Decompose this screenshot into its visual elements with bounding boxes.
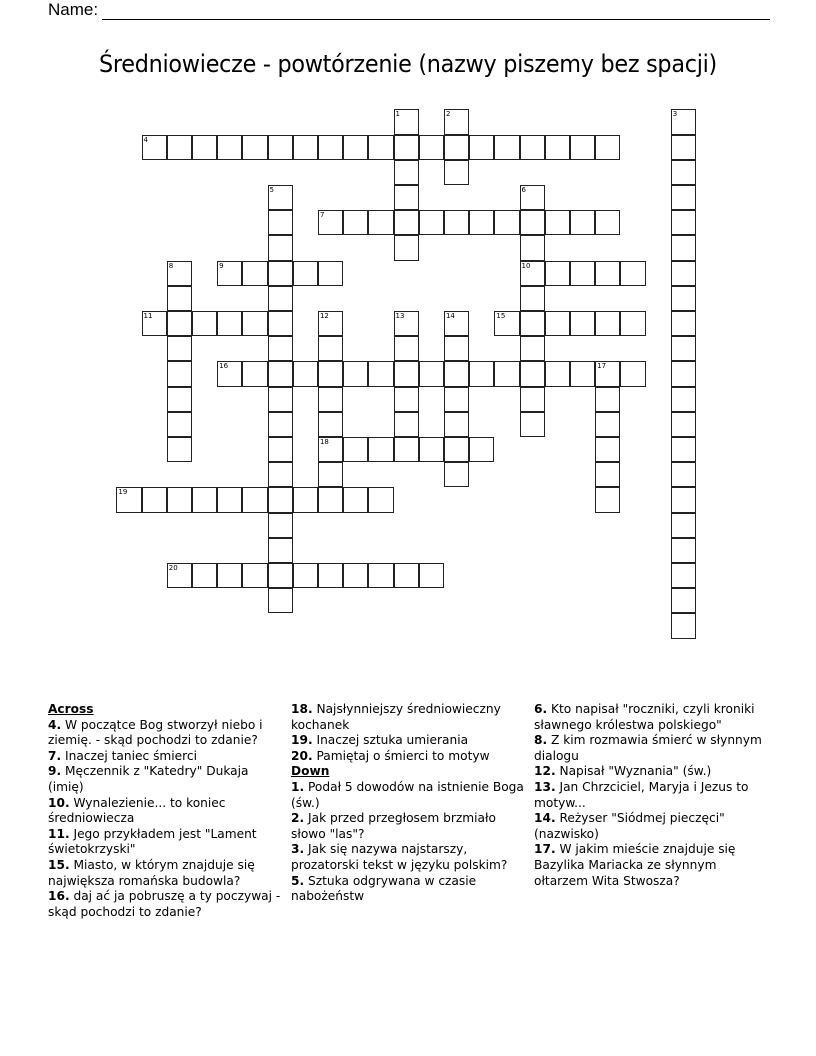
grid-cell[interactable] [142,487,167,512]
clue-across-19: 19. Inaczej sztuka umierania [291,733,469,748]
grid-cell[interactable] [268,210,293,235]
grid-cell[interactable] [268,513,293,538]
grid-cell[interactable] [217,261,242,286]
grid-cell[interactable] [520,210,545,235]
grid-cell[interactable] [520,336,545,361]
grid-cell[interactable] [268,387,293,412]
grid-cell[interactable] [268,462,293,487]
grid-cell[interactable] [419,563,444,588]
clue-number: 2 [445,110,451,119]
clue-number: 4 [143,135,149,144]
clue-down-5: 5. Sztuka odgrywana w czasie nabożeństw [291,873,477,904]
grid-cell[interactable] [394,135,419,160]
grid-cell[interactable] [142,135,167,160]
grid-cell[interactable] [520,361,545,386]
grid-cell[interactable] [671,563,696,588]
grid-cell[interactable] [494,361,519,386]
crossword-grid [117,110,717,650]
grid-cell[interactable] [595,311,620,336]
grid-cell[interactable] [520,235,545,260]
grid-cell[interactable] [494,311,519,336]
grid-cell[interactable] [394,311,419,336]
name-underline[interactable] [102,4,770,20]
grid-cell[interactable] [268,563,293,588]
grid-cell[interactable] [318,462,343,487]
grid-cell[interactable] [444,210,469,235]
clue-number: 12 [319,311,329,320]
grid-cell[interactable] [217,311,242,336]
grid-cell[interactable] [520,286,545,311]
grid-cell[interactable] [242,311,267,336]
clue-number: 15 [496,311,506,320]
grid-cell[interactable] [595,210,620,235]
grid-cell[interactable] [268,412,293,437]
grid-cell[interactable] [217,135,242,160]
clue-number: 6 [521,185,527,194]
grid-cell[interactable] [242,563,267,588]
page-title: Średniowiecze - powtórzenie (nazwy piszemy bez spacji) [98,50,717,78]
grid-cell[interactable] [520,185,545,210]
grid-cell[interactable] [394,387,419,412]
grid-cell[interactable] [444,412,469,437]
grid-cell[interactable] [444,311,469,336]
grid-cell[interactable] [520,261,545,286]
grid-cell[interactable] [217,487,242,512]
grid-cell[interactable] [520,412,545,437]
grid-cell[interactable] [293,487,318,512]
clue-across-18: 18. Najsłynniejszy średniowieczny kochanek [291,702,501,732]
grid-cell[interactable] [394,109,419,134]
grid-cell[interactable] [192,135,217,160]
grid-cell[interactable] [368,563,393,588]
clue-number: 13 [395,311,405,320]
grid-cell[interactable] [444,336,469,361]
clue-across-7: 7. Inaczej taniec śmierci [48,748,198,763]
clue-number: 3 [672,110,678,119]
clues-column-2 [291,702,531,905]
grid-cell[interactable] [671,235,696,260]
grid-cell[interactable] [368,361,393,386]
clue-number: 18 [319,437,329,446]
grid-cell[interactable] [318,412,343,437]
grid-cell[interactable] [343,563,368,588]
grid-cell[interactable] [167,412,192,437]
grid-cell[interactable] [318,387,343,412]
grid-cell[interactable] [595,437,620,462]
grid-cell[interactable] [671,387,696,412]
clue-across-11: 11. Jego przykładem jest "Lament świetokrzyski" [48,826,257,857]
grid-cell[interactable] [394,235,419,260]
across-heading: Across [48,702,94,716]
grid-cell[interactable] [545,261,570,286]
grid-cell[interactable] [595,487,620,512]
grid-cell[interactable] [167,135,192,160]
grid-cell[interactable] [318,311,343,336]
clue-number: 17 [597,362,607,371]
grid-cell[interactable] [545,210,570,235]
name-field [48,0,770,20]
grid-cell[interactable] [217,563,242,588]
grid-cell[interactable] [671,261,696,286]
clue-down-3: 3. Jak się nazywa najstarszy, prozatorski tekst w języku polskim? [291,842,508,872]
grid-cell[interactable] [444,160,469,185]
grid-cell[interactable] [217,361,242,386]
grid-cell[interactable] [394,160,419,185]
grid-cell[interactable] [368,210,393,235]
clue-number: 9 [219,261,224,270]
clue-down-13: 13. Jan Chrzciciel, Maryja i Jezus to motyw... [534,779,749,810]
grid-cell[interactable] [444,135,469,160]
grid-cell[interactable] [419,210,444,235]
grid-cell[interactable] [242,487,267,512]
grid-cell[interactable] [520,311,545,336]
clue-number: 7 [319,211,325,220]
grid-cell[interactable] [671,109,696,134]
grid-cell[interactable] [671,613,696,638]
grid-cell[interactable] [595,462,620,487]
clue-number: 1 [395,110,401,119]
grid-cell[interactable] [671,412,696,437]
clue-across-15: 15. Miasto, w którym znajduje się największa romańska budowla? [48,857,255,888]
grid-cell[interactable] [444,462,469,487]
grid-cell[interactable] [268,261,293,286]
grid-cell[interactable] [419,437,444,462]
grid-cell[interactable] [293,563,318,588]
grid-cell[interactable] [167,311,192,336]
grid-cell[interactable] [494,135,519,160]
grid-cell[interactable] [620,311,645,336]
clue-down-12: 12. Napisał "Wyznania" (św.) [534,764,712,779]
grid-cell[interactable] [545,361,570,386]
grid-cell[interactable] [671,513,696,538]
grid-cell[interactable] [242,361,267,386]
grid-cell[interactable] [268,538,293,563]
grid-cell[interactable] [268,185,293,210]
grid-cell[interactable] [671,135,696,160]
grid-cell[interactable] [595,412,620,437]
grid-cell[interactable] [318,336,343,361]
grid-cell[interactable] [494,210,519,235]
grid-cell[interactable] [444,109,469,134]
grid-cell[interactable] [671,286,696,311]
grid-cell[interactable] [192,487,217,512]
grid-cell[interactable] [595,135,620,160]
grid-cell[interactable] [394,412,419,437]
grid-cell[interactable] [595,261,620,286]
grid-cell[interactable] [469,210,494,235]
grid-cell[interactable] [116,487,141,512]
grid-cell[interactable] [167,361,192,386]
grid-cell[interactable] [318,210,343,235]
grid-cell[interactable] [318,437,343,462]
grid-cell[interactable] [318,563,343,588]
grid-cell[interactable] [671,185,696,210]
grid-cell[interactable] [444,437,469,462]
down-heading: Down [291,764,330,779]
grid-cell[interactable] [671,210,696,235]
grid-cell[interactable] [520,135,545,160]
grid-cell[interactable] [469,361,494,386]
grid-cell[interactable] [293,135,318,160]
grid-cell[interactable] [242,135,267,160]
grid-cell[interactable] [570,135,595,160]
grid-cell[interactable] [595,361,620,386]
clue-number: 16 [219,362,229,371]
grid-cell[interactable] [671,311,696,336]
grid-cell[interactable] [268,235,293,260]
clue-across-4: 4. W początce Bog stworzył niebo i ziemię. - skąd pochodzi to zdanie? [48,717,263,748]
clue-down-14: 14. Reżyser "Siódmej pieczęci" (nazwisko) [534,811,725,841]
clue-number: 14 [445,311,455,320]
grid-cell[interactable] [268,437,293,462]
grid-cell[interactable] [394,185,419,210]
clue-across-16: 16. daj ać ja pobruszę a ty poczywaj - skąd pochodzi to zdanie? [48,889,281,919]
grid-cell[interactable] [318,361,343,386]
grid-cell[interactable] [167,286,192,311]
grid-cell[interactable] [192,563,217,588]
grid-cell[interactable] [368,437,393,462]
grid-cell[interactable] [570,311,595,336]
grid-cell[interactable] [620,361,645,386]
grid-cell[interactable] [545,311,570,336]
clue-number: 5 [269,185,275,194]
grid-cell[interactable] [394,210,419,235]
grid-cell[interactable] [343,361,368,386]
clue-across-9: 9. Męczennik z "Katedry" Dukaja (imię) [48,764,249,794]
grid-cell[interactable] [671,487,696,512]
grid-cell[interactable] [545,135,570,160]
grid-cell[interactable] [192,311,217,336]
grid-cell[interactable] [368,135,393,160]
grid-cell[interactable] [343,487,368,512]
grid-cell[interactable] [268,286,293,311]
grid-cell[interactable] [419,361,444,386]
grid-cell[interactable] [469,135,494,160]
grid-cell[interactable] [394,336,419,361]
name-label: Name: [48,0,99,19]
grid-cell[interactable] [671,160,696,185]
grid-cell[interactable] [570,210,595,235]
grid-cell[interactable] [167,437,192,462]
grid-cell[interactable] [671,336,696,361]
grid-cell[interactable] [394,563,419,588]
clue-down-8: 8. Z kim rozmawia śmierć w słynnym dialogu [534,733,762,763]
grid-cell[interactable] [444,387,469,412]
grid-cell[interactable] [570,361,595,386]
grid-cell[interactable] [268,135,293,160]
grid-cell[interactable] [268,311,293,336]
grid-cell[interactable] [620,261,645,286]
grid-cell[interactable] [343,210,368,235]
clue-down-2: 2. Jak przed przegłosem brzmiało słowo "las"? [291,811,496,841]
grid-cell[interactable] [268,336,293,361]
grid-cell[interactable] [293,261,318,286]
grid-cell[interactable] [368,487,393,512]
clues-column-1 [48,702,288,920]
clue-down-17: 17. W jakim mieście znajduje się Bazylika Mariacka ze słynnym ołtarzem Wita Stwosza? [534,842,736,888]
grid-cell[interactable] [343,437,368,462]
grid-cell[interactable] [142,311,167,336]
grid-cell[interactable] [318,261,343,286]
grid-cell[interactable] [167,487,192,512]
clues-column-3 [534,702,774,889]
clue-down-6: 6. Kto napisał "roczniki, czyli kroniki sławnego królestwa polskiego" [534,702,755,732]
grid-cell[interactable] [318,487,343,512]
clue-number: 19 [118,488,128,497]
grid-cell[interactable] [167,387,192,412]
clue-down-1: 1. Podał 5 dowodów na istnienie Boga (św.) [291,779,524,810]
grid-cell[interactable] [671,437,696,462]
grid-cell[interactable] [444,361,469,386]
grid-cell[interactable] [671,361,696,386]
clue-across-20: 20. Pamiętaj o śmierci to motyw [291,748,490,763]
clue-number: 11 [143,311,153,320]
clue-number: 8 [168,261,174,270]
grid-cell[interactable] [167,563,192,588]
grid-cell[interactable] [419,135,444,160]
clue-number: 20 [168,563,178,572]
grid-cell[interactable] [595,387,620,412]
grid-cell[interactable] [671,462,696,487]
grid-cell[interactable] [570,261,595,286]
grid-cell[interactable] [520,387,545,412]
grid-cell[interactable] [394,361,419,386]
grid-cell[interactable] [394,437,419,462]
clue-across-10: 10. Wynalezienie... to koniec średniowiecza [48,795,226,826]
clue-number: 10 [521,261,531,270]
grid-cell[interactable] [268,588,293,613]
grid-cell[interactable] [242,261,267,286]
grid-cell[interactable] [671,588,696,613]
grid-cell[interactable] [318,135,343,160]
grid-cell[interactable] [671,538,696,563]
grid-cell[interactable] [343,135,368,160]
grid-cell[interactable] [268,487,293,512]
grid-cell[interactable] [268,361,293,386]
grid-cell[interactable] [293,361,318,386]
grid-cell[interactable] [469,437,494,462]
grid-cell[interactable] [167,261,192,286]
grid-cell[interactable] [167,336,192,361]
